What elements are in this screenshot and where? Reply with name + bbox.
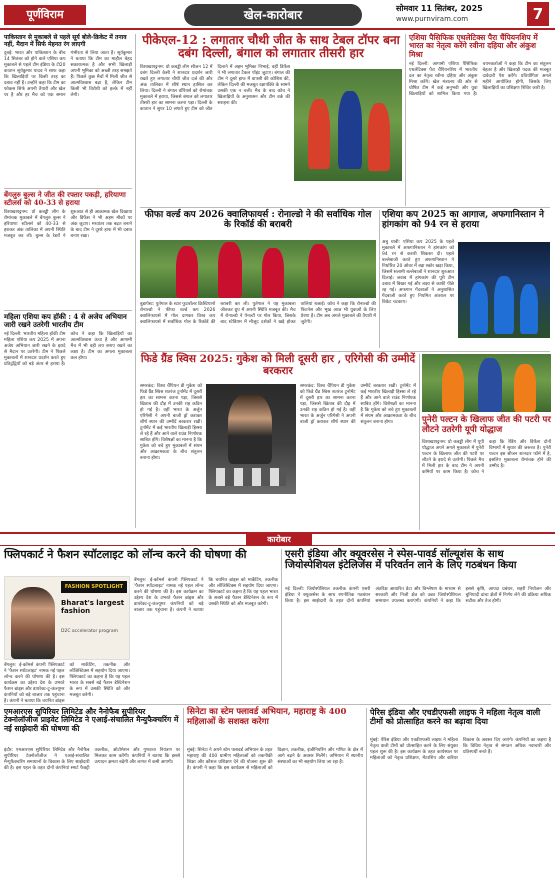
issue-date: सोमवार 11 सितंबर, 2025 bbox=[396, 4, 483, 13]
player-figure bbox=[218, 242, 242, 298]
article-body: अबु धाबी: एशिया कप 2025 के पहले मुकाबले में अफगानिस्तान ने हांगकांग को 94 रन से करारी शिकस्त दी। पहले बल्लेबाजी करते हुए अफगानिस्तान ने निर्धारित 20 ओवर में बड़ा स्कोर खड़ा किया, जिसमें सलामी बल्लेबाजों ने शानदार शुरुआत दिलाई। जवाब में हांगकांग की पूरी टीम दबाव में बिखर गई और लक्ष्य से काफी पीछे रह गई। अफगान गेंदबाजों ने अनुशासित गेंदबाजी करते हुए नियमित अंतराल पर विकेट चटकाए। bbox=[382, 240, 454, 305]
player-figure bbox=[262, 248, 284, 298]
divider bbox=[4, 704, 551, 705]
player-figure bbox=[494, 276, 514, 334]
ad-badge: FASHION SPOTLIGHT bbox=[61, 581, 127, 593]
cricket-photo bbox=[458, 242, 550, 338]
lead-headline[interactable]: पीकेएल-12 : लगातार चौथी जीत के साथ टेबल टॉपर बना दबंग दिल्ली, बंगाल को लगातार तीसरी हार bbox=[142, 33, 400, 61]
section-band bbox=[0, 532, 555, 546]
article-headline[interactable]: एसरी इंडिया और क्यूवरसेस ने स्पेस-पावर्ड सॉल्यूशंस के साथ जियोस्पेशियल इंटेलिजेंस में परिवर्तन लाने के लिए गठबंधन किया bbox=[285, 549, 517, 572]
article-headline[interactable]: महिला एशिया कप हॉकी : 4 से अजेय अभियान जारी रखने उतरेगी भारतीय टीम bbox=[4, 312, 127, 329]
article-body: नई दिल्ली: जियोस्पेशियल तकनीक कंपनी एसरी इंडिया ने क्यूवरसेस के साथ रणनीतिक गठबंधन किया है। इस साझेदारी के तहत दोनों कंपनियां अंतरिक्ष आधारित डेटा और विश्लेषण के माध्यम से सरकारी और निजी क्षेत्र को उन्नत जियोस्पेशियल समाधान उपलब्ध कराएंगी। कंपनियों ने कहा कि इससे कृषि, आपदा प्रबंधन, शहरी नियोजन और बुनियादी ढांचा क्षेत्रों में निर्णय लेने की प्रक्रिया अधिक सटीक और तेज होगी। bbox=[285, 587, 551, 604]
player-figure bbox=[308, 244, 330, 298]
article-mrs bbox=[4, 708, 180, 878]
article-body: नई दिल्ली: आगामी एशिया पैसिफिक एथलेटिक्स पैरा चैंपियनशिप में भारतीय दल का नेतृत्व रवीना दहिया और अंकुश मिश्रा करेंगे। खेल मंत्रालय की ओर से घोषित टीम में कई अनुभवी और युवा खिलाड़ियों को शामिल किया गया है। चयनकर्ताओं ने कहा कि टीम का संतुलन बेहतर है और खिलाड़ी पदक की मजबूत दावेदारी पेश करेंगे। प्रतियोगिता अगले महीने आयोजित होगी, जिसके लिए खिलाड़ियों का प्रशिक्षण शिविर जारी है। bbox=[409, 62, 551, 98]
article-body: समरकंद: विश्व चैंपियन डी गुकेश को फिडे ग्रैंड स्विस शतरंज टूर्नामेंट में दूसरी हार का सामना करना पड़ा, जिससे खिताब की दौड़ में उनकी राह कठिन हो गई है। वहीं भारत के अर्जुन एरिगेसी ने अपनी बाजी ड्रॉ कराकर शीर्ष स्थान की उम्मीदें बरकरार रखीं। टूर्नामेंट में कई भारतीय खिलाड़ी हिस्सा ले रहे हैं और आने वाले राउंड निर्णायक साबित होंगे। विशेषज्ञों का मानना है कि गुकेश को बचे हुए मुकाबलों में संयम और आक्रामकता के बीच संतुलन बनाना होगा। bbox=[140, 384, 202, 461]
article-sineta bbox=[187, 708, 363, 878]
lead-story bbox=[140, 34, 402, 206]
article-headline[interactable]: पुनेरी पल्टन के खिलाफ जीत की पटरी पर लौटने उतरेगी यूपी योद्धाज bbox=[422, 415, 551, 435]
column-divider bbox=[379, 210, 380, 348]
article-body: समरकंद: विश्व चैंपियन डी गुकेश को फिडे ग्रैंड स्विस शतरंज टूर्नामेंट में दूसरी हार का सामना करना पड़ा, जिससे खिताब की दौड़ में उनकी राह कठिन हो गई है। वहीं भारत के अर्जुन एरिगेसी ने अपनी बाजी ड्रॉ कराकर शीर्ष स्थान की उम्मीदें बरकरार रखीं। टूर्नामेंट में कई भारतीय खिलाड़ी हिस्सा ले रहे हैं और आने वाले राउंड निर्णायक साबित होंगे। विशेषज्ञों का मानना है कि गुकेश को बचे हुए मुकाबलों में संयम और आक्रामकता के बीच संतुलन बनाना होगा। bbox=[300, 384, 416, 425]
article-up-yoddhas bbox=[422, 354, 551, 530]
article-body: नई दिल्ली: भारतीय महिला हॉकी टीम महिला एशिया कप 2025 में अपना अजेय अभियान जारी रखने के इरादे से मैदान पर उतरेगी। टीम ने पिछले मुकाबलों में शानदार प्रदर्शन करते हुए प्रतिद्वंद्वियों को बड़े अंतर से हराया है। कोच ने कहा कि खिलाड़ियों का आत्मविश्वास ऊंचा है और आगामी मैच में भी वही लय बनाए रखने का लक्ष्य है। टीम का अगला मुकाबला कल होगा। bbox=[4, 331, 132, 367]
column-divider bbox=[183, 708, 184, 878]
model-figure bbox=[11, 587, 55, 659]
kabaddi-photo bbox=[294, 69, 402, 181]
article-asia-cup bbox=[382, 210, 550, 348]
article-flipkart-cont bbox=[4, 663, 130, 704]
page-number: 7 bbox=[527, 2, 549, 26]
article-body: मुंबई: पेरिस इंडिया और एचडीएफसी लाइफ ने महिला नेतृत्व वाली टीमों को प्रोत्साहित करने के लिए संयुक्त पहल शुरू की है। इस कार्यक्रम के तहत कार्यस्थल पर महिलाओं को नेतृत्व प्रशिक्षण, मेंटरशिप और करियर विकास के अवसर दिए जाएंगे। कंपनियों का कहना है कि विविध नेतृत्व से संगठन अधिक नवाचारी और प्रतिस्पर्धी बनते हैं। bbox=[370, 738, 551, 761]
business-section-label: कारोबार bbox=[246, 534, 312, 545]
article-fifa bbox=[140, 210, 376, 348]
article-headline[interactable]: पाकिस्तान से मुकाबले से पहले सूर्य बोले-क्रिकेट में तनाव नहीं, मैदान में सिर्फ मेहनत रंग लाएगी bbox=[4, 34, 127, 48]
section-title: खेल-कारोबार bbox=[184, 4, 362, 26]
column-divider bbox=[419, 354, 420, 530]
player-figure bbox=[228, 394, 272, 464]
player-figure bbox=[520, 284, 538, 334]
article-esri bbox=[285, 549, 551, 701]
article-body: मुंबई: सिनेटा ने अपने स्टेम फ्लावर्ड अभियान के तहत महाराष्ट्र की 400 ग्रामीण महिलाओं को तकनीकी शिक्षा और कौशल प्रशिक्षण देने की योजना शुरू की है। कंपनी ने कहा कि इस कार्यक्रम से महिलाओं को विज्ञान, तकनीक, इंजीनियरिंग और गणित के क्षेत्र में आगे बढ़ने के अवसर मिलेंगे। अभियान में स्थानीय संस्थाओं का भी सहयोग लिया जा रहा है। bbox=[187, 748, 363, 771]
article-headline[interactable]: बेंगलुरु बुल्स ने जीत की रफ्तार पकड़ी, हरियाणा स्टीलर्स को 40-33 से हराया bbox=[4, 190, 126, 207]
article-flipkart-headline-block bbox=[4, 549, 278, 575]
article-headline[interactable]: एशिया कप 2025 का आगाज, अफगानिस्तान ने हांगकांग को 94 रन से हराया bbox=[382, 210, 544, 231]
article-paris-india bbox=[370, 708, 551, 878]
player-figure bbox=[308, 99, 330, 169]
article-body: बुडापेस्ट: पुर्तगाल के स्टार फुटबॉलर क्रिस्टियानो रोनाल्डो ने फीफा वर्ल्ड कप 2026 क्वालिफायर्स में गोल दागकर विश्व कप क्वालिफायर्स में सर्वाधिक गोल के रिकॉर्ड की बराबरी कर ली। पुर्तगाल ने यह मुकाबला जीतकर ग्रुप में अपनी स्थिति मजबूत की। मैच में रोनाल्डो ने पेनल्टी पर गोल किया, जिसके बाद स्टेडियम में मौजूद दर्शकों ने खड़े होकर तालियां बजाईं। कोच ने कहा कि रोनाल्डो की फिटनेस और भूख आज भी युवाओं के लिए प्रेरणा है। टीम अब अगले मुकाबले की तैयारी में जुटेगी। bbox=[140, 302, 376, 325]
player-figure bbox=[470, 282, 488, 334]
chess-board bbox=[216, 468, 286, 486]
column-divider bbox=[135, 34, 136, 528]
fashion-spotlight-ad[interactable] bbox=[4, 576, 130, 660]
newspaper-logo[interactable]: पूर्णविराम bbox=[4, 5, 86, 25]
article-body: बेंगलुरु: ई-कॉमर्स कंपनी फ्लिपकार्ट ने 'फैशन स्पॉटलाइट' नामक नई पहल लॉन्च करने की घोषणा की है। इस कार्यक्रम का उद्देश्य देश के उभरते फैशन ब्रांड्स और डायरेक्ट-टू-कंज्यूमर कंपनियों को बड़े बाजार तक पहुंचाना है। कंपनी ने बताया कि चयनित ब्रांड्स को मार्केटिंग, तकनीक और लॉजिस्टिक्स में सहयोग दिया जाएगा। फ्लिपकार्ट का कहना है कि यह पहल भारत के सबसे बड़े फैशन डेस्टिनेशन के रूप में उसकी स्थिति को और मजबूत करेगी। bbox=[134, 578, 278, 613]
divider bbox=[4, 310, 132, 311]
article-headline[interactable]: पेरिस इंडिया और एचडीएफसी लाइफ ने महिला नेतृत्व वाली टीमों को प्रोत्साहित करने का बढ़ावा दिया bbox=[370, 707, 541, 726]
article-para-athletics bbox=[409, 34, 551, 206]
divider bbox=[4, 188, 132, 189]
ad-title: Bharat's largest fashion bbox=[61, 599, 125, 616]
article-body: इंदौर: एमआरएस सुपिरियर लिमिटेड और नैनोफैब सुपीरियर टेक्नोलॉजीज ने एआई-संचालित मैन्युफैक्चरिंग समाधानों के विकास के लिए साझेदारी की है। इस पहल के तहत दोनों कंपनियां स्मार्ट फैक्ट्री तकनीक, ऑटोमेशन और गुणवत्ता नियंत्रण पर मिलकर काम करेंगी। कंपनियों ने बताया कि इससे उत्पादन क्षमता बढ़ेगी और लागत में कमी आएगी। bbox=[4, 748, 180, 771]
article-headline[interactable]: एमआरएस सुपिरियर लिमिटेड और नैनोफैब सुपीरियर टेक्नोलॉजीज प्राइवेट लिमिटेड ने एआई-संचालित मैन्युफैक्चरिंग में नई साझेदारी की घोषणा की bbox=[4, 707, 179, 733]
article-flipkart bbox=[134, 578, 278, 680]
ad-subtitle: D2C accelerator program bbox=[61, 629, 119, 634]
column-divider bbox=[281, 549, 282, 701]
player-figure bbox=[442, 362, 464, 412]
article-headline[interactable]: फिडे ग्रैंड स्विस 2025: गुकेश को मिली दूसरी हार , एरिगेसी की उम्मीदें बरकरार bbox=[140, 353, 416, 377]
player-figure bbox=[338, 91, 362, 169]
chess-photo bbox=[206, 384, 296, 494]
divider bbox=[140, 207, 550, 208]
article-bengaluru bbox=[4, 191, 132, 307]
divider bbox=[140, 351, 550, 352]
football-photo bbox=[140, 240, 376, 298]
article-body: विशाखापट्टनम: प्रो कबड्डी लीग के रोमांचक मुकाबले में बेंगलुरु बुल्स ने हरियाणा स्टीलर्स को 40-33 से हराकर अंक तालिका में अपनी स्थिति मजबूत कर ली। बुल्स के रेडरों ने शुरुआत से ही आक्रामक खेल दिखाया और डिफेंस ने भी अहम मौकों पर अंक जुटाए। मध्यांतर तक बढ़त बनाने के बाद टीम ने दूसरे हाफ में भी दबाव बनाए रखा। bbox=[4, 209, 132, 239]
article-body: विशाखापट्टनम: प्रो कबड्डी लीग में यूपी योद्धाज अपने अगले मुकाबले में पुनेरी पल्टन के खिलाफ जीत की पटरी पर लौटने के इरादे से उतरेगी। पिछले मैच में मिली हार के बाद टीम ने अपनी कमियों पर काम किया है। कोच ने कहा कि रेडिंग और डिफेंस दोनों विभागों में सुधार की जरूरत है। पुनेरी पल्टन इस सीजन शानदार फॉर्म में है, इसलिए मुकाबला रोमांचक होने की उम्मीद है। bbox=[422, 440, 551, 475]
article-body: दुबई: भारत और पाकिस्तान के बीच 14 सितंबर को होने वाले एशिया कप मुकाबले से पहले टीम इंडिया के टी20 कप्तान सूर्यकुमार यादव ने साफ कहा कि खिलाड़ियों पर किसी तरह का दबाव नहीं है। उन्होंने कहा कि टीम का फोकस सिर्फ अपनी तैयारी और खेल पर है और हर मैच को एक समान गंभीरता से लिया जाता है। सूर्यकुमार ने बताया कि टीम का माहौल बेहद सकारात्मक है और सभी खिलाड़ी अपनी भूमिका को अच्छी तरह समझते हैं। पिछले कुछ मैचों में मिली जीत से आत्मविश्वास बढ़ा है, लेकिन टीम किसी भी विरोधी को हल्के में नहीं लेगी। bbox=[4, 51, 132, 99]
lead-body: विशाखापट्टनम: प्रो कबड्डी लीग सीजन 12 में दबंग दिल्ली केसी ने शानदार प्रदर्शन जारी रखते हुए लगातार चौथी जीत दर्ज की और अंक तालिका में शीर्ष स्थान हासिल कर लिया। दिल्ली ने बंगाल वॉरियर्स को रोमांचक मुकाबले में हराया, जिससे बंगाल को लगातार तीसरी हार का सामना करना पड़ा। दिल्ली के कप्तान ने सुपर 10 लगाते हुए टीम को जीत दिलाने में अहम भूमिका निभाई, वहीं डिफेंस ने भी लगातार टैकल पॉइंट जुटाए। बंगाल की टीम ने दूसरे हाफ में वापसी की कोशिश की, लेकिन दिल्ली की मजबूत रक्षापंक्ति के सामने उसकी एक न चली। मैच के बाद कोच ने खिलाड़ियों के अनुशासन और टीम वर्क की सराहना की। bbox=[140, 64, 290, 112]
website-url[interactable]: www.purnviram.com bbox=[396, 15, 469, 23]
article-body: बेंगलुरु: ई-कॉमर्स कंपनी फ्लिपकार्ट ने 'फैशन स्पॉटलाइट' नामक नई पहल लॉन्च करने की घोषणा की है। इस कार्यक्रम का उद्देश्य देश के उभरते फैशन ब्रांड्स और डायरेक्ट-टू-कंज्यूमर कंपनियों को बड़े बाजार तक पहुंचाना है। कंपनी ने बताया कि चयनित ब्रांड्स को मार्केटिंग, तकनीक और लॉजिस्टिक्स में सहयोग दिया जाएगा। फ्लिपकार्ट का कहना है कि यह पहल भारत के सबसे बड़े फैशन डेस्टिनेशन के रूप में उसकी स्थिति को और मजबूत करेगी। bbox=[4, 663, 130, 704]
article-headline[interactable]: फ्लिपकार्ट ने फैशन स्पॉटलाइट को लॉन्च करने की घोषणा की bbox=[4, 548, 247, 561]
player-figure bbox=[514, 364, 536, 412]
player-figure bbox=[368, 103, 390, 171]
article-hockey bbox=[4, 313, 132, 528]
column-divider bbox=[405, 34, 406, 206]
article-headline[interactable]: सिनेटा का स्टेम फ्लावर्ड अभियान, महाराष्ट्र के 400 महिलाओं के सशक्त करेगा bbox=[187, 707, 347, 727]
player-figure bbox=[478, 358, 502, 412]
masthead bbox=[0, 0, 555, 30]
kabaddi-photo bbox=[422, 354, 551, 412]
article-headline[interactable]: फीफा वर्ल्ड कप 2026 क्वालिफायर्स : रोनाल्डो ने की सर्वाधिक गोल के रिकॉर्ड की बराबरी bbox=[144, 210, 372, 231]
article-chess bbox=[140, 354, 416, 530]
article-headline[interactable]: एशिया पैसिफिक एथलेटिक्स पैरा चैंपियनशिप में भारत का नेतृत्व करेंगे रवीना दहिया और अंकुश मिश्रा bbox=[409, 33, 538, 59]
article-surya bbox=[4, 35, 132, 185]
player-figure bbox=[176, 246, 198, 298]
column-divider bbox=[366, 708, 367, 878]
